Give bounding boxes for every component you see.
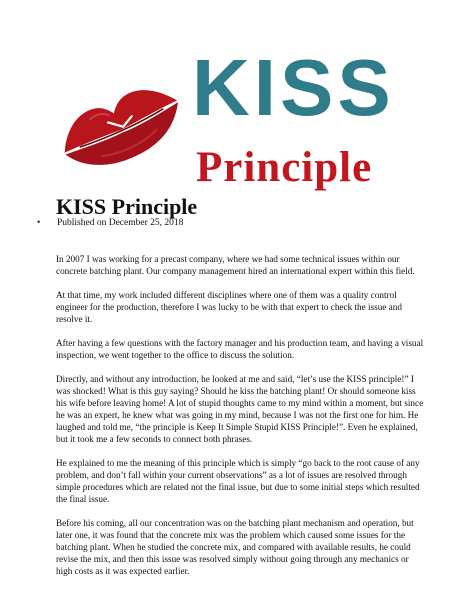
hero-logo [0,0,474,190]
published-date [37,219,183,229]
article-title: KISS Principle [56,194,198,219]
published-text: Published on December 25, 2018 [57,218,184,228]
logo-word: KISS [192,43,395,132]
lips-icon [55,88,185,166]
bullet-icon: • [37,218,41,228]
paragraph: Directly, and without any introduction, he looked at me and said, “let’s use the KISS principle!” I was shocked! What is this guy saying? Should he kiss the batching plant! Or should someone kiss his wife before leaving home! A lot of stupid thoughts came to my mind within a moment, but since he was an expert, he knew what was going in my mind, because I was not the first one for him. He laughed and told me, “the principle is Keep It Simple Stupid KISS Principle!”. Even he explained, but it took me a few seconds to connect both phrases. [56,374,424,444]
paragraph: He explained to me the meaning of this principle which is simply “go back to the root cause of any problem, and don’t fall within your current observations” as a lot of issues are resolved through simple procedures which are related not the final issue, but due to some initial steps which resulted the final issue. [56,458,420,504]
logo-subword: Principle [196,144,373,191]
paragraph: At that time, my work included different disciplines where one of them was a quality control engineer for the production, therefore I was lucky to be with that expert to check the issue and resolve it. [56,290,402,324]
article-body [56,253,426,589]
paragraph: In 2007 I was working for a precast company, where we had some technical issues within our concrete batching plant. Our company management hired an international expert within this field. [56,254,415,276]
paragraph: After having a few questions with the factory manager and his production team, and having a visual inspection, we went together to the office to discuss the solution. [56,338,424,360]
paragraph: Before his coming, all our concentration was on the batching plant mechanism and operation, but later one, it was found that the concrete mix was the problem which caused some issues for the batching plant. When he studied the concrete mix, and compared with available results, he could revise the mix, and then this issue was resolved simply without going through any mechanics or high costs as it was expected earlier. [56,518,414,576]
